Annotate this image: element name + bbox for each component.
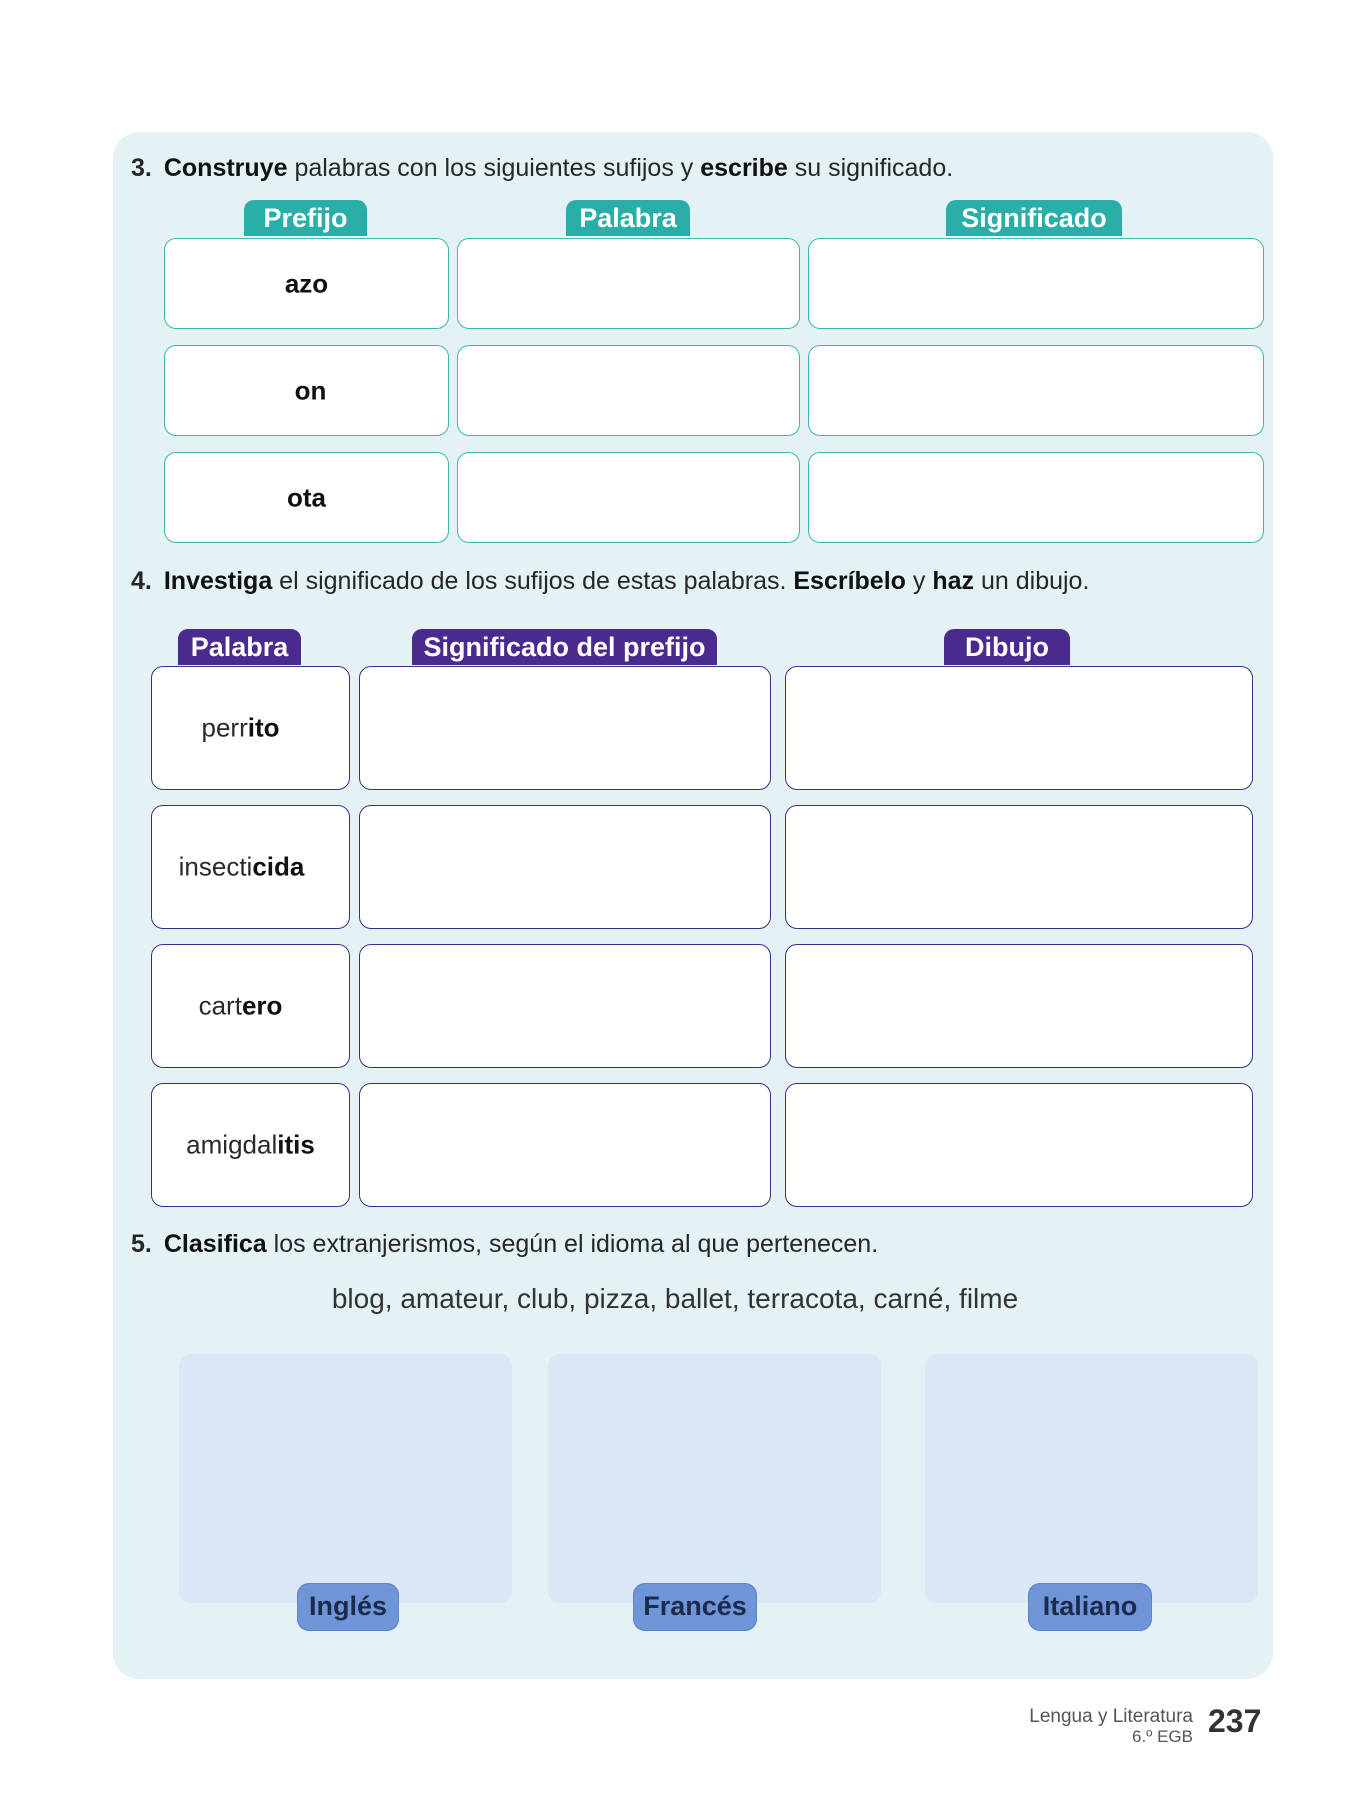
word-cell (151, 666, 350, 790)
instruction-text: su significado. (787, 154, 954, 182)
word-suffix: cida (252, 851, 305, 882)
word-cell (151, 1083, 350, 1207)
drawing-area[interactable] (785, 666, 1253, 790)
instruction-verb: Investiga (163, 567, 273, 595)
header-significado-del-prefijo: Significado del prefijo (412, 629, 717, 665)
word-stem: insecti (178, 851, 253, 882)
question-5 (131, 1228, 878, 1260)
header-dibujo: Dibujo (944, 629, 1070, 665)
frances-answer-box[interactable] (548, 1354, 881, 1603)
word-suffix: ito (247, 712, 280, 743)
page-number: 237 (1208, 1703, 1262, 1739)
question-number: 4. (131, 567, 152, 595)
instruction-verb: haz (932, 567, 975, 595)
question-number: 5. (131, 1230, 152, 1258)
question-number: 3. (131, 154, 152, 182)
suffix-cell (164, 345, 449, 436)
header-significado: Significado (946, 200, 1122, 236)
word-stem: cart (198, 990, 242, 1021)
instruction-verb: Escríbelo (793, 567, 906, 595)
suffix-cell (164, 452, 449, 543)
instruction-verb: Construye (163, 154, 288, 182)
italiano-answer-box[interactable] (925, 1354, 1258, 1603)
suffix-text: azo (284, 268, 329, 298)
word-text (152, 852, 349, 883)
suffix-text: on (294, 375, 327, 405)
word-text (152, 1130, 349, 1161)
meaning-answer-field[interactable] (359, 1083, 771, 1207)
suffix-text: ota (287, 482, 326, 512)
instruction-text: un dibujo. (974, 567, 1090, 595)
meaning-answer-field[interactable] (359, 944, 771, 1068)
label-frances: Francés (633, 1583, 757, 1631)
header-prefijo: Prefijo (244, 200, 367, 236)
meaning-answer-field[interactable] (359, 666, 771, 790)
label-italiano: Italiano (1028, 1583, 1152, 1631)
instruction-text: y (905, 567, 933, 595)
word-suffix: itis (277, 1129, 315, 1160)
drawing-area[interactable] (785, 944, 1253, 1068)
significado-answer-field[interactable] (808, 238, 1264, 329)
word-list: blog, amateur, club, pizza, ballet, terracota, carné, filme (331, 1283, 1019, 1314)
instruction-text: palabras con los siguientes sufijos y (287, 154, 701, 182)
instruction-verb: Clasifica (163, 1230, 267, 1258)
drawing-area[interactable] (785, 805, 1253, 929)
palabra-answer-field[interactable] (457, 345, 800, 436)
word-text (152, 991, 349, 1022)
word-stem: amigdal (186, 1129, 278, 1160)
suffix-cell (164, 238, 449, 329)
word-stem: perr (201, 712, 248, 743)
footer-grade: 6.º EGB (1131, 1727, 1193, 1746)
instruction-verb: escribe (700, 154, 788, 182)
word-text (152, 713, 349, 744)
header-palabra: Palabra (566, 200, 690, 236)
footer-subject: Lengua y Literatura (1029, 1706, 1193, 1727)
header-palabra: Palabra (178, 629, 301, 665)
word-cell (151, 805, 350, 929)
label-ingles: Inglés (297, 1583, 399, 1631)
word-suffix: ero (241, 990, 283, 1021)
question-3 (131, 152, 953, 184)
instruction-text: el significado de los sufijos de estas palabras. (272, 567, 794, 595)
ingles-answer-box[interactable] (179, 1354, 512, 1603)
palabra-answer-field[interactable] (457, 238, 800, 329)
palabra-answer-field[interactable] (457, 452, 800, 543)
drawing-area[interactable] (785, 1083, 1253, 1207)
question-4 (131, 565, 1089, 597)
word-cell (151, 944, 350, 1068)
instruction-text: los extranjerismos, según el idioma al que pertenecen. (266, 1230, 879, 1258)
significado-answer-field[interactable] (808, 452, 1264, 543)
meaning-answer-field[interactable] (359, 805, 771, 929)
significado-answer-field[interactable] (808, 345, 1264, 436)
